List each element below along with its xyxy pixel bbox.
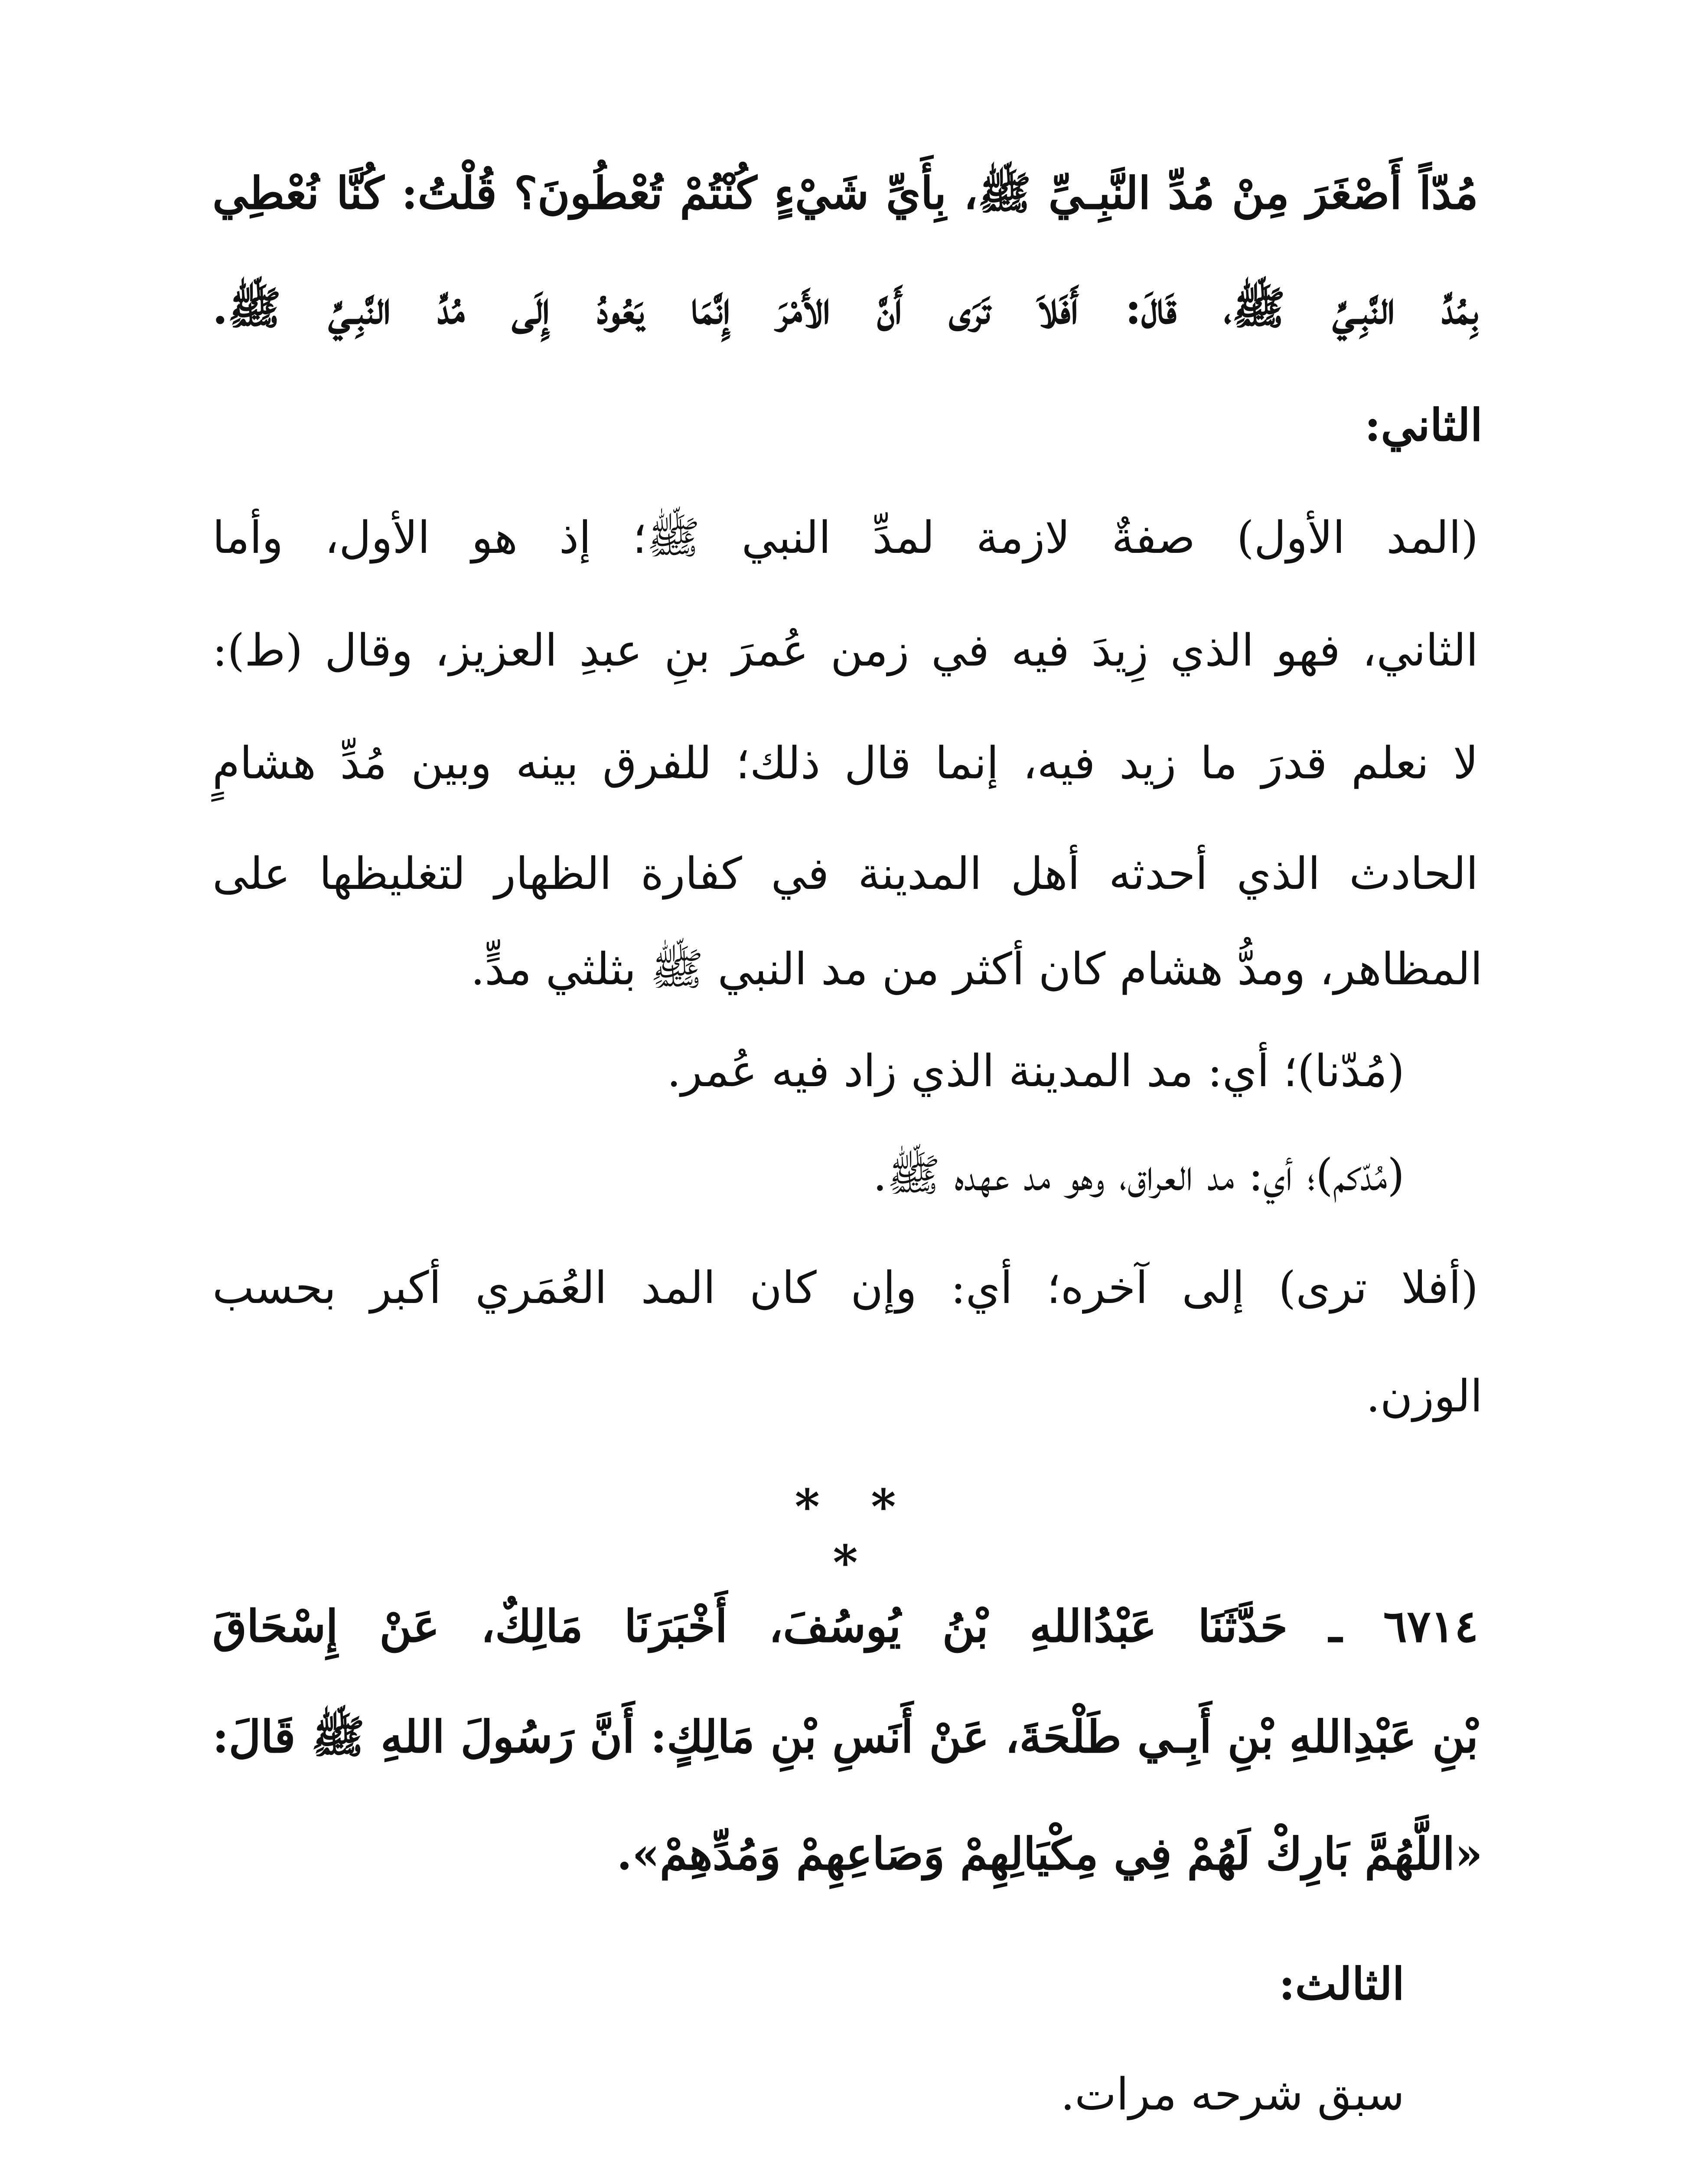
hadith-line-3: «اللَّهُمَّ بَارِكْ لَهُمْ فِي مِكْيَالِهِمْ وَصَاعِهِمْ وَمُدِّهِمْ».: [616, 1828, 1483, 1880]
commentary-line-5: المظاهر، ومدُّ هشام كان أكثر من مد النبي ﷺ بثلثي مدٍّ.: [470, 944, 1483, 995]
commentary-line-1: (المد الأول) صفةٌ لازمة لمدِّ النبي ﷺ؛ إذ هو الأول، وأما: [212, 512, 1478, 564]
hadith-line-2: بْنِ عَبْدِاللهِ بْنِ أَبِـي طَلْحَةَ، عَنْ أَنَسِ بْنِ مَالِكٍ: أَنَّ رَسُولَ اللهِ ﷺ قَالَ:: [212, 1711, 1478, 1763]
explanation-last-line: الوزن.: [1366, 1371, 1483, 1422]
separator-stars-1: * * *: [795, 1479, 913, 1590]
section-heading-third: الثالث:: [1278, 1958, 1405, 2010]
quote-line-2: بِمُدِّ النَّبِـيِّ ﷺ، قَالَ: أَفَلاَ تَرَى أَنَّ الأَمْرَ إِنَّمَا يَعُودُ إِلَى مُدِّ النَّبِـيِّ ﷺ.: [212, 282, 1478, 334]
hadith-line-1: ٦٧١٤ ـ حَدَّثَنَا عَبْدُاللهِ بْنُ يُوسُفَ، أَخْبَرَنَا مَالِكٌ، عَنْ إِسْحَاقَ: [212, 1600, 1478, 1652]
quote-line-1: مُدّاً أَصْغَرَ مِنْ مُدِّ النَّبِـيِّ ﷺ، بِأَيِّ شَيْءٍ كُنْتُمْ تُعْطُونَ؟ قُلْتُ: كُنَّا نُعْطِي: [212, 167, 1478, 219]
commentary-line-4: الحادث الذي أحدثه أهل المدينة في كفارة الظهار لتغليظها على: [212, 848, 1478, 900]
commentary-line-2: الثاني، فهو الذي زِيدَ فيه في زمن عُمرَ بنِ عبدِ العزيز، وقال (ط):: [212, 625, 1478, 676]
explanation-maddana: (مُدّنا)؛ أي: مد المدينة الذي زاد فيه عُمر.: [667, 1045, 1405, 1097]
commentary-line-3: لا نعلم قدرَ ما زيد فيه، إنما قال ذلك؛ للفرق بينه وبين مُدِّ هشامٍ: [212, 738, 1478, 789]
section-heading-second: الثاني:: [1364, 399, 1483, 451]
explanation-afala-tara: (أفلا ترى) إلى آخره؛ أي: وإن كان المد العُمَري أكبر بحسب: [212, 1262, 1478, 1314]
explanation-maddakum: (مُدّكم)؛ أي: مد العراق، وهو مد عهده ﷺ.: [873, 1149, 1405, 1201]
section-third-text: سبق شرحه مرات.: [1060, 2069, 1405, 2120]
